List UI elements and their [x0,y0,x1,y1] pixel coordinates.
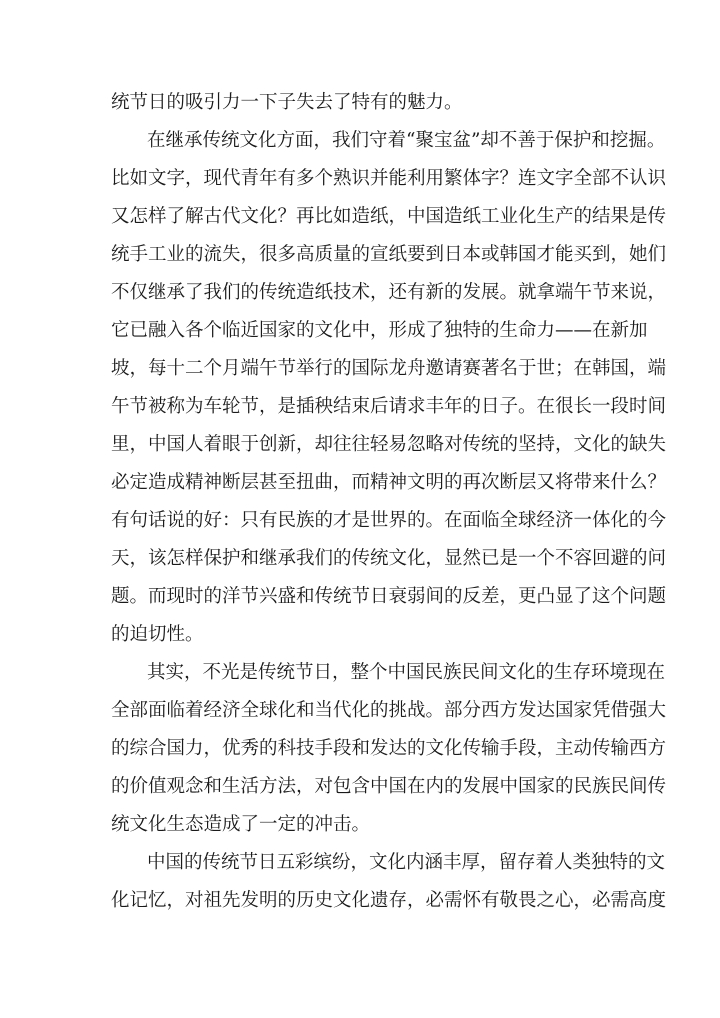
text-line: 它已融入各个临近国家的文化中，形成了独特的生命力——在新加 [111,320,648,341]
text-line: 的迫切性。 [111,624,204,645]
text-line: 统手工业的流失，很多高质量的宣纸要到日本或韩国才能买到，她们 [111,244,667,265]
text-line: 又怎样了解古代文化？再比如造纸，中国造纸工业化生产的结果是传 [111,206,667,227]
text-line: 题。而现时的洋节兴盛和传统节日衰弱间的反差，更凸显了这个问题 [111,586,667,607]
text-line: 统节日的吸引力一下子失去了特有的魅力。 [111,92,463,113]
text-line: 有句话说的好：只有民族的才是世界的。在面临全球经济一体化的今 [111,510,667,531]
text-line: 统文化生态造成了一定的冲击。 [111,814,371,835]
text-line: 天，该怎样保护和继承我们的传统文化，显然已是一个不容回避的问 [111,548,667,569]
text-line: 的价值观念和生活方法，对包含中国在内的发展中国家的民族民间传 [111,776,667,797]
text-line: 不仅继承了我们的传统造纸技术，还有新的发展。就拿端午节来说， [111,282,667,303]
paragraph-first-line: 中国的传统节日五彩缤纷，文化内涵丰厚，留存着人类独特的文 [147,852,666,873]
text-line: 里，中国人着眼于创新，却往往轻易忽略对传统的坚持，文化的缺失 [111,434,667,455]
text-line: 比如文字，现代青年有多个熟识并能利用繁体字？连文字全部不认识 [111,168,667,189]
text-line: 化记忆，对祖先发明的历史文化遗存，必需怀有敬畏之心，必需高度 [111,890,667,911]
text-line: 全部面临着经济全球化和当代化的挑战。部分西方发达国家凭借强大 [111,700,667,721]
text-line: 坡，每十二个月端午节举行的国际龙舟邀请赛著名于世；在韩国，端 [111,358,667,379]
text-line: 的综合国力，优秀的科技手段和发达的文化传输手段，主动传输西方 [111,738,667,759]
paragraph-first-line: 其实，不光是传统节日，整个中国民族民间文化的生存环境现在 [147,662,666,683]
text-line: 必定造成精神断层甚至扭曲，而精神文明的再次断层又将带来什么？ [111,472,667,493]
text-line: 午节被称为车轮节，是插秧结束后请求丰年的日子。在很长一段时间 [111,396,667,417]
paragraph-first-line: 在继承传统文化方面，我们守着“聚宝盆”却不善于保护和挖掘。 [147,130,666,151]
